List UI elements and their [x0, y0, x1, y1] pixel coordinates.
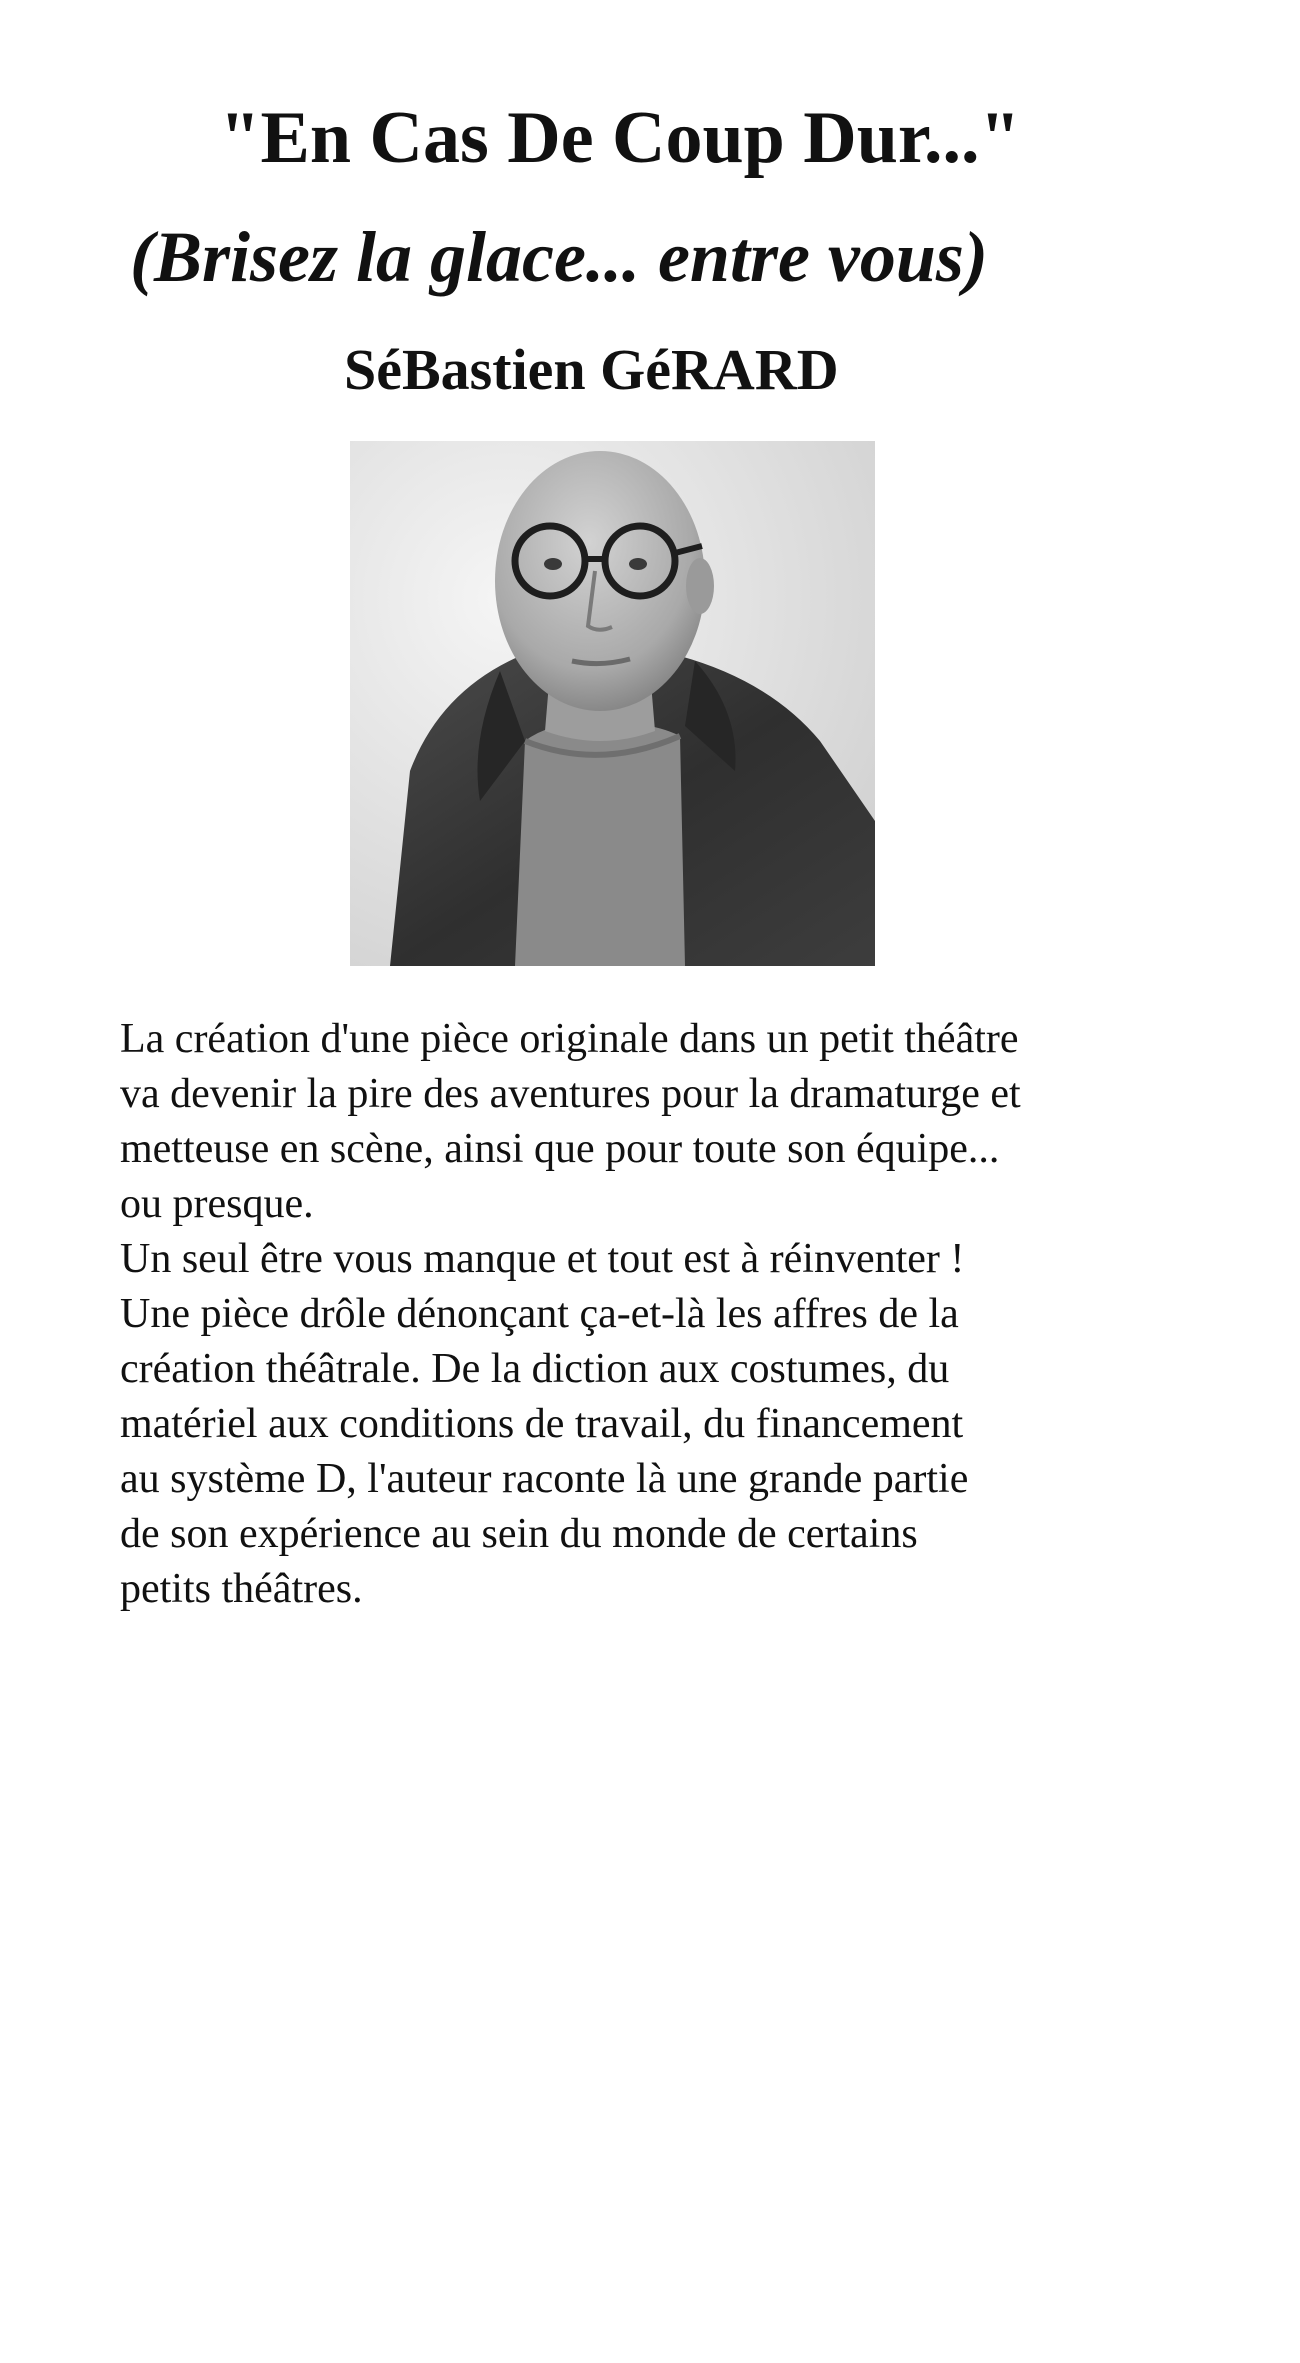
description-line: au système D, l'auteur raconte là une grande partie: [120, 1456, 969, 1502]
book-subtitle: (Brisez la glace... entre vous): [130, 217, 988, 297]
author-photo: [350, 441, 875, 966]
book-description: [120, 1012, 1200, 1617]
description-line: metteuse en scène, ainsi que pour toute son équipe...: [120, 1126, 1000, 1172]
description-line: Une pièce drôle dénonçant ça-et-là les affres de la: [120, 1291, 959, 1337]
description-line: petits théâtres.: [120, 1566, 363, 1612]
description-line: de son expérience au sein du monde de certains: [120, 1511, 918, 1557]
description-line: création théâtrale. De la diction aux costumes, du: [120, 1346, 950, 1392]
description-line: va devenir la pire des aventures pour la dramaturge et: [120, 1071, 1021, 1117]
description-line: matériel aux conditions de travail, du financement: [120, 1401, 964, 1447]
book-title: "En Cas De Coup Dur...": [219, 97, 1021, 179]
description-line: La création d'une pièce originale dans un petit théâtre: [120, 1016, 1019, 1062]
description-line: Un seul être vous manque et tout est à réinventer !: [120, 1236, 965, 1282]
author-portrait-icon: [350, 441, 875, 966]
author-name: SéBastien GéRARD: [344, 337, 839, 402]
description-line: ou presque.: [120, 1181, 314, 1227]
